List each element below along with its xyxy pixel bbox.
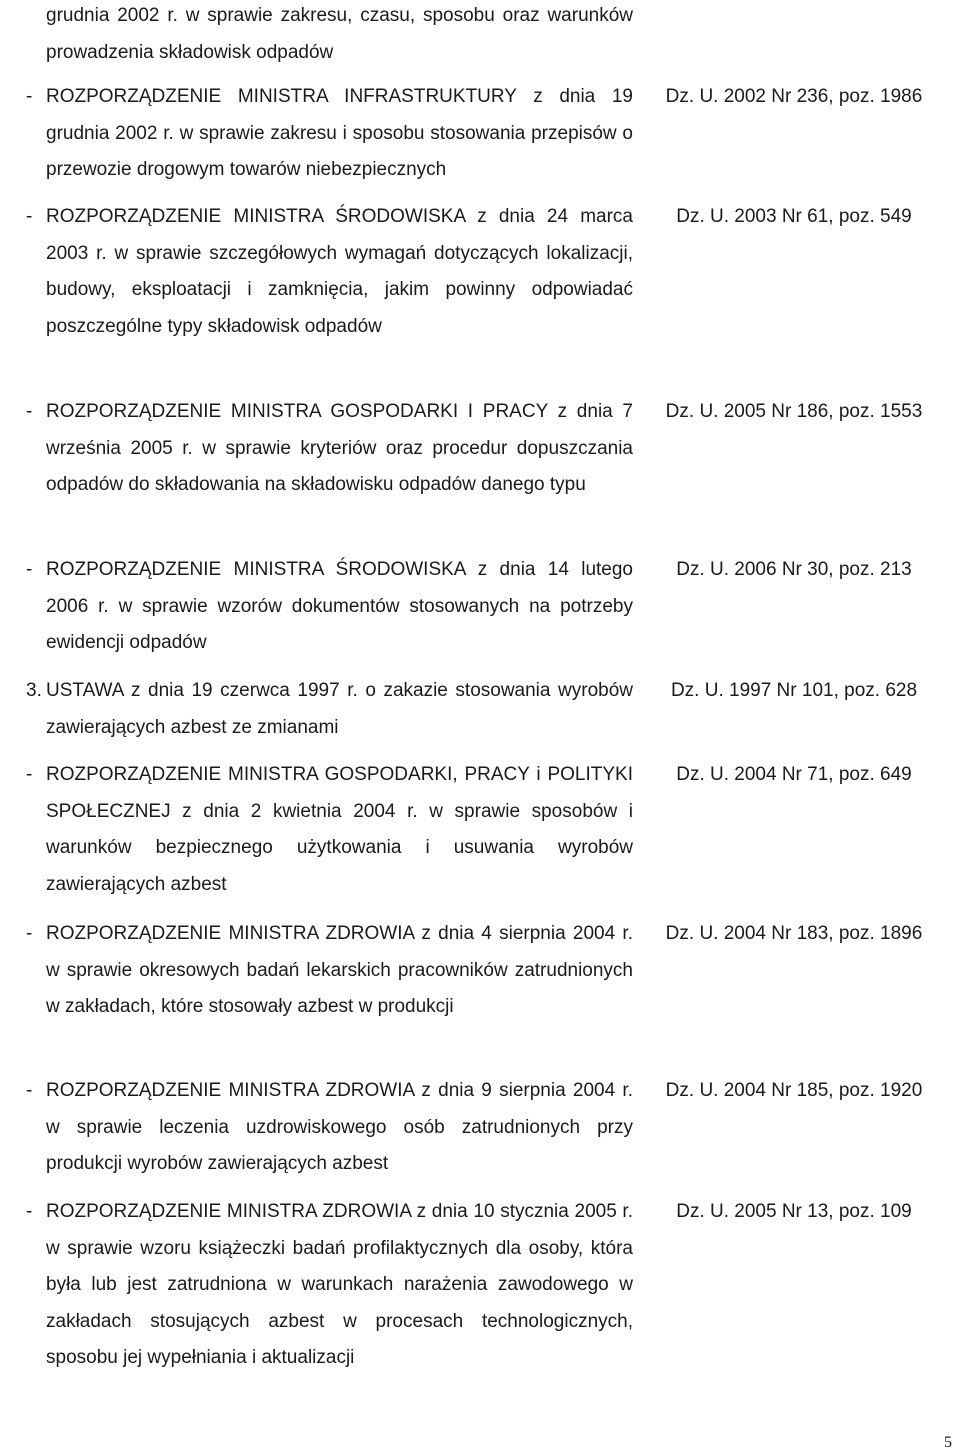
journal-reference: Dz. U. 2003 Nr 61, poz. 549: [676, 206, 912, 227]
journal-reference: Dz. U. 2006 Nr 30, poz. 213: [676, 559, 912, 580]
journal-reference: Dz. U. 2004 Nr 183, poz. 1896: [665, 923, 923, 944]
entry-text: ROZPORZĄDZENIE MINISTRA ŚRODOWISKA z dnia 24 marca 2003 r. w sprawie szczegółowych wymagań dotyczących lokalizacji, budowy, eksploatacji i zamknięcia, jakim powinny odpowiadać poszczególne typy składowisk odpadów: [46, 206, 633, 337]
entry-text: ROZPORZĄDZENIE MINISTRA ZDROWIA z dnia 4 sierpnia 2004 r. w sprawie okresowych badań lekarskich pracowników zatrudnionych w zakładach, które stosowały azbest w produkcji: [46, 923, 633, 1018]
list-marker: -: [26, 764, 33, 785]
entry-text: grudnia 2002 r. w sprawie zakresu, czasu, sposobu oraz warunków prowadzenia składowisk odpadów: [46, 5, 633, 63]
journal-reference: Dz. U. 2005 Nr 186, poz. 1553: [665, 401, 923, 422]
list-marker: -: [26, 559, 33, 580]
list-marker: -: [26, 86, 33, 107]
entry-text: ROZPORZĄDZENIE MINISTRA ZDROWIA z dnia 9 sierpnia 2004 r. w sprawie leczenia uzdrowiskowego osób zatrudnionych przy produkcji wyrobów zawierających azbest: [46, 1080, 633, 1175]
list-marker: -: [26, 923, 33, 944]
journal-reference: Dz. U. 1997 Nr 101, poz. 628: [670, 680, 918, 701]
journal-reference: Dz. U. 2002 Nr 236, poz. 1986: [665, 86, 923, 107]
entry-text: USTAWA z dnia 19 czerwca 1997 r. o zakazie stosowania wyrobów zawierających azbest ze zmianami: [46, 680, 633, 738]
page-number: 5: [944, 1434, 952, 1451]
list-marker: 3.: [26, 680, 42, 701]
list-marker: -: [26, 1201, 33, 1222]
list-marker: -: [26, 401, 33, 422]
journal-reference: Dz. U. 2005 Nr 13, poz. 109: [676, 1201, 912, 1222]
entry-text: ROZPORZĄDZENIE MINISTRA ZDROWIA z dnia 10 stycznia 2005 r. w sprawie wzoru książeczki badań profilaktycznych dla osoby, która była lub jest zatrudniona w warunkach narażenia zawodowego w zakładach stosujących azbest w procesach technologicznych, sposobu jej wypełniania i aktualizacji: [46, 1201, 633, 1369]
journal-reference: Dz. U. 2004 Nr 185, poz. 1920: [665, 1080, 923, 1101]
entry-text: ROZPORZĄDZENIE MINISTRA ŚRODOWISKA z dnia 14 lutego 2006 r. w sprawie wzorów dokumentów stosowanych na potrzeby ewidencji odpadów: [46, 559, 633, 654]
list-marker: -: [26, 206, 33, 227]
entry-text: ROZPORZĄDZENIE MINISTRA GOSPODARKI I PRACY z dnia 7 września 2005 r. w sprawie kryteriów oraz procedur dopuszczania odpadów do składowania na składowisku odpadów danego typu: [46, 401, 633, 496]
journal-reference: Dz. U. 2004 Nr 71, poz. 649: [676, 764, 912, 785]
list-marker: -: [26, 1080, 33, 1101]
entry-text: ROZPORZĄDZENIE MINISTRA GOSPODARKI, PRACY i POLITYKI SPOŁECZNEJ z dnia 2 kwietnia 2004 r. w sprawie sposobów i warunków bezpiecznego użytkowania i usuwania wyrobów zawierających azbest: [46, 764, 633, 895]
entry-text: ROZPORZĄDZENIE MINISTRA INFRASTRUKTURY z dnia 19 grudnia 2002 r. w sprawie zakresu i sposobu stosowania przepisów o przewozie drogowym towarów niebezpiecznych: [46, 86, 633, 181]
